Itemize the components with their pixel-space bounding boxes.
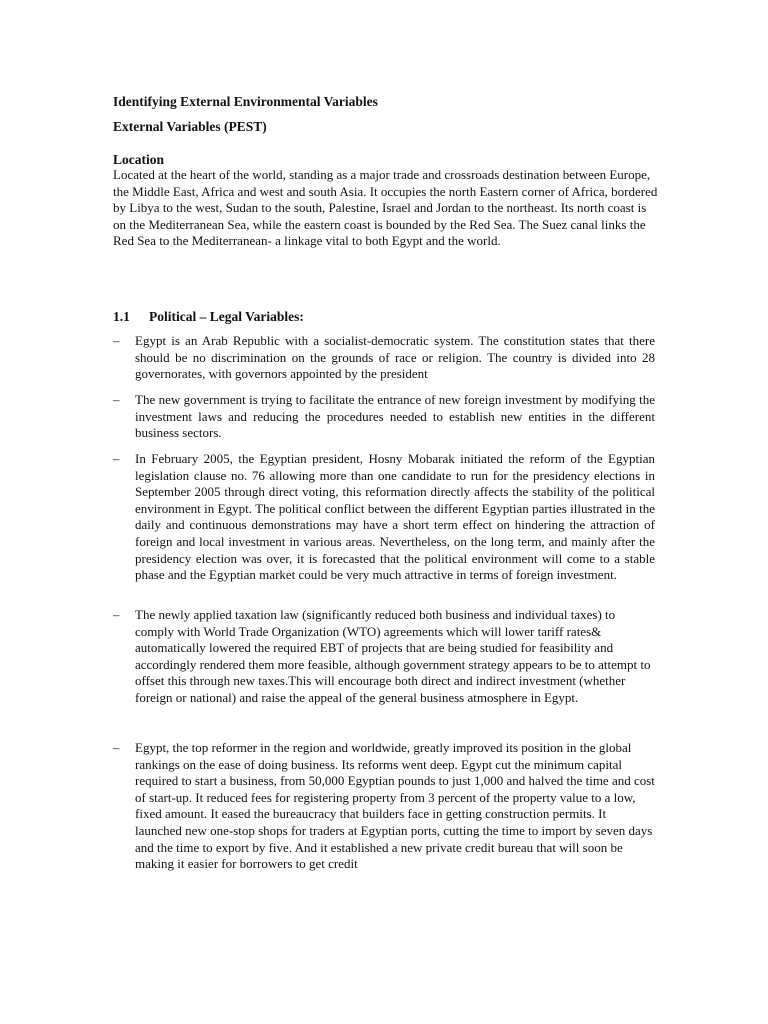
bullet-item — [113, 333, 655, 383]
location-heading: Location — [113, 152, 165, 167]
location-paragraph: Located at the heart of the world, standing as a major trade and crossroads destination between Europe, the Middle East, Africa and west and south Asia. It occupies the north Eastern corner of Africa, bordered by Libya to the west, Sudan to the south, Palestine, Israel and Jordan to the northeast. Its north coast is on the Mediterranean Sea, while the eastern coast is bounded by the Red Sea. The Suez canal links the Red Sea to the Mediterranean- a linkage vital to both Egypt and the world. — [113, 167, 658, 249]
bullet-item — [113, 451, 655, 584]
section-heading — [113, 309, 304, 326]
bullet-marker: – — [113, 607, 120, 622]
bullet-text: The new government is trying to facilitate the entrance of new foreign investment by modifying the investment laws and reducing the procedures needed to establish new entities in the different business sectors. — [135, 392, 655, 441]
bullet-marker: – — [113, 451, 120, 466]
bullet-item — [113, 740, 655, 873]
bullet-marker: – — [113, 333, 120, 348]
bullet-text: Egypt, the top reformer in the region and worldwide, greatly improved its position in the global rankings on the ease of doing business. Its reforms went deep. Egypt cut the minimum capital required to start a business, from 50,000 Egyptian pounds to just 1,000 and halved the time and cost of start-up. It reduced fees for registering property from 3 percent of the property value to a low, fixed amount. It eased the bureaucracy that builders face in getting construction permits. It launched new one-stop shops for traders at Egyptian ports, cutting the time to import by seven days and the time to export by five. And it established a new private credit bureau that will soon be making it easier for borrowers to get credit — [135, 740, 655, 872]
section-number: 1.1 — [113, 309, 130, 324]
bullet-text: The newly applied taxation law (significantly reduced both business and individual taxes) to comply with World Trade Organization (WTO) agreements which will lower tariff rates& automatically lowered the required EBT of projects that are being studied for feasibility and accordingly rendered them more feasible, although government strategy appears to be to attempt to offset this through new taxes.This will encourage both direct and indirect investment (whether foreign or national) and raise the appeal of the general business atmosphere in Egypt. — [135, 607, 651, 705]
bullet-marker: – — [113, 392, 120, 407]
bullet-item — [113, 392, 655, 442]
document-title: Identifying External Environmental Variables — [113, 94, 378, 109]
section-title: Political – Legal Variables: — [149, 309, 304, 324]
bullet-marker: – — [113, 740, 120, 755]
bullet-text: In February 2005, the Egyptian president, Hosny Mobarak initiated the reform of the Egyptian legislation clause no. 76 allowing more than one candidate to run for the presidency elections in September 2005 through direct voting, this reformation directly affects the stability of the political environment in Egypt. The political conflict between the different Egyptian parties illustrated in the daily and continuous demonstrations may have a short term effect on hindering the attraction of foreign and local investment in various areas. Nevertheless, on the long term, and mainly after the presidency election was over, it is forecasted that the political environment will come to a stable phase and the Egyptian market could be very much attractive in terms of foreign investment. — [135, 451, 655, 583]
document-subtitle: External Variables (PEST) — [113, 119, 267, 134]
bullet-item — [113, 607, 655, 707]
bullet-text: Egypt is an Arab Republic with a socialist-democratic system. The constitution states that there should be no discrimination on the grounds of race or religion. The country is divided into 28 governorates, with governors appointed by the president — [135, 333, 655, 382]
